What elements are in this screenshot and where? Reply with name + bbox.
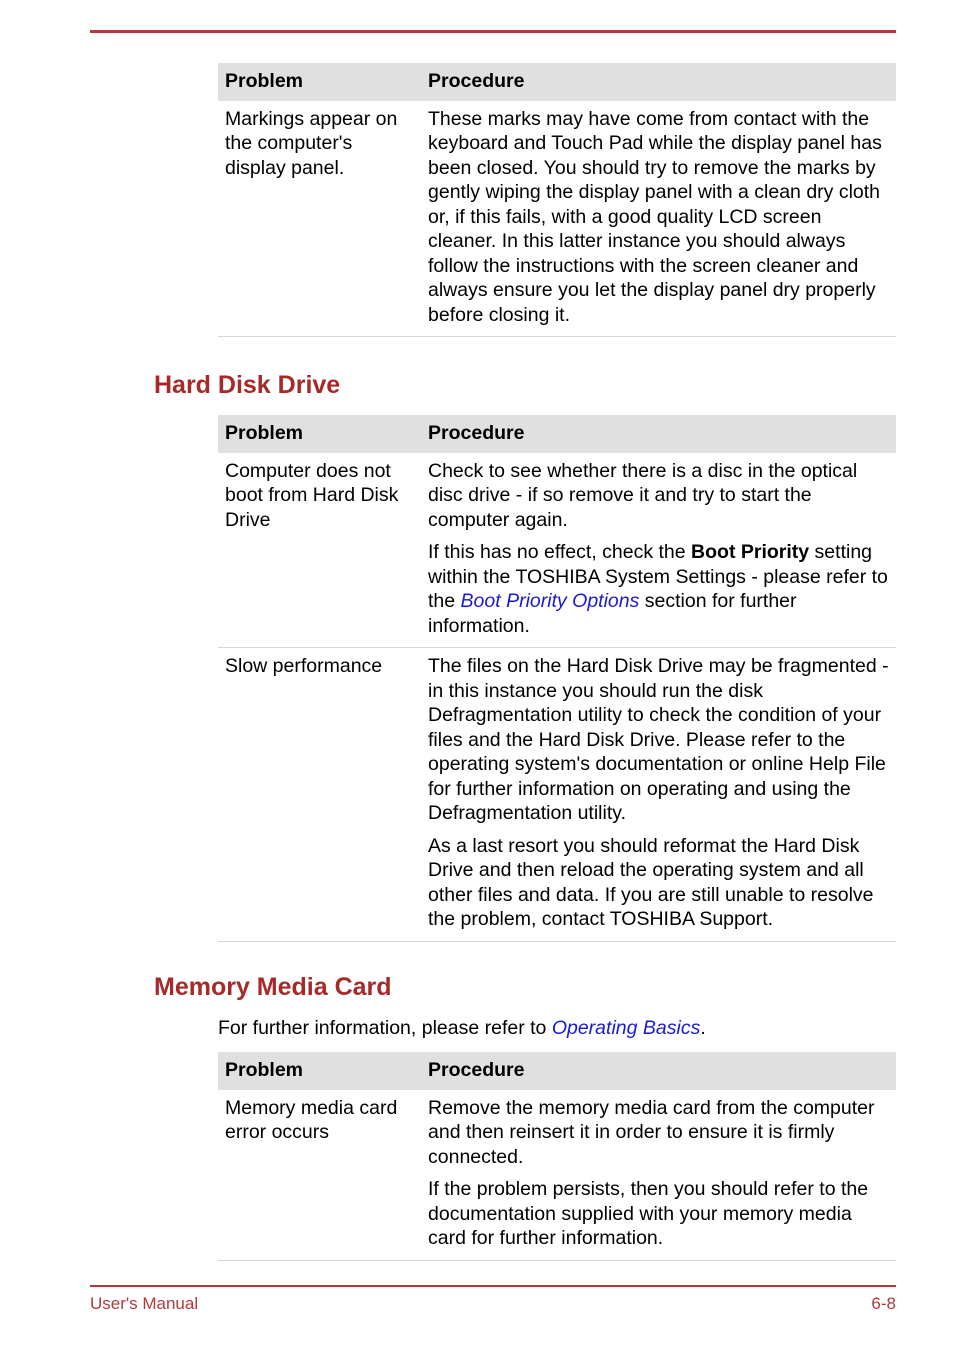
section-heading-hard-disk-drive: Hard Disk Drive [154,371,341,399]
procedure-paragraph: If the problem persists, then you should refer to the documentation supplied with your memory media card for further information. [428,1178,869,1249]
problem-cell: Slow performance [218,648,421,942]
procedure-paragraph [428,540,890,638]
procedure-paragraph: Check to see whether there is a disc in the optical disc drive - if so remove it and try to start the computer again. [428,459,858,531]
problem-cell: Markings appear on the computer's display panel. [218,101,421,337]
column-header-procedure: Procedure [421,1052,896,1090]
procedure-cell [421,453,896,648]
table-row [218,1090,896,1261]
footer-manual-title: User's Manual [90,1294,199,1313]
problem-cell: Computer does not boot from Hard Disk Drive [218,453,421,648]
procedure-cell [421,1090,896,1261]
top-rule [90,30,896,33]
text-span: For further information, please refer to [218,1017,552,1039]
table-header-row [218,1052,896,1090]
table-row [218,101,896,337]
column-header-problem: Problem [218,1052,421,1090]
column-header-problem: Problem [218,63,421,101]
operating-basics-link[interactable]: Operating Basics [551,1017,701,1039]
procedure-cell: These marks may have come from contact with the keyboard and Touch Pad while the display panel has been closed. You should try to remove the marks by gently wiping the display panel with a clean dry cloth or, if this fails, with a good quality LCD screen cleaner. In this latter instance you should always follow the instructions with the screen cleaner and always ensure you let the display panel dry properly before closing it. [421,101,896,337]
boot-priority-options-link[interactable]: Boot Priority Options [460,590,640,612]
table-header-row [218,415,896,453]
column-header-problem: Problem [218,415,421,453]
table-row [218,453,896,648]
text-span: . [700,1017,706,1039]
table-header-row [218,63,896,101]
problem-cell: Memory media card error occurs [218,1090,421,1261]
memory-card-troubleshooting-table [218,1052,896,1261]
procedure-paragraph: As a last resort you should reformat the Hard Disk Drive and then reload the operating system and all other files and data. If you are still unable to resolve the problem, contact TOSHIBA Support. [428,834,874,930]
memory-intro-text [218,1016,706,1041]
text-span: If this has no effect, check the [428,541,692,563]
procedure-paragraph: The files on the Hard Disk Drive may be fragmented - in this instance you should run the disk Defragmentation utility to check the condition of your files and the Hard Disk Drive. Please refer to the operating system's documentation or online Help File for further information on operating and using the Defragmentation utility. [428,655,889,824]
footer-page-number: 6-8 [871,1294,896,1313]
table-row [218,648,896,942]
procedure-paragraph: Remove the memory media card from the computer and then reinsert it in order to ensure it is firmly connected. [428,1096,875,1168]
boot-priority-term: Boot Priority [691,541,810,563]
text-span: setting within the TOSHIBA System Settings - please refer to the [428,541,888,612]
hard-disk-troubleshooting-table [218,415,896,942]
column-header-procedure: Procedure [421,415,896,453]
bottom-rule [90,1285,896,1287]
column-header-procedure: Procedure [421,63,896,101]
section-heading-memory-media-card: Memory Media Card [154,973,392,1001]
procedure-cell [421,648,896,942]
display-troubleshooting-table [218,63,896,337]
text-span: section for further information. [428,590,797,637]
